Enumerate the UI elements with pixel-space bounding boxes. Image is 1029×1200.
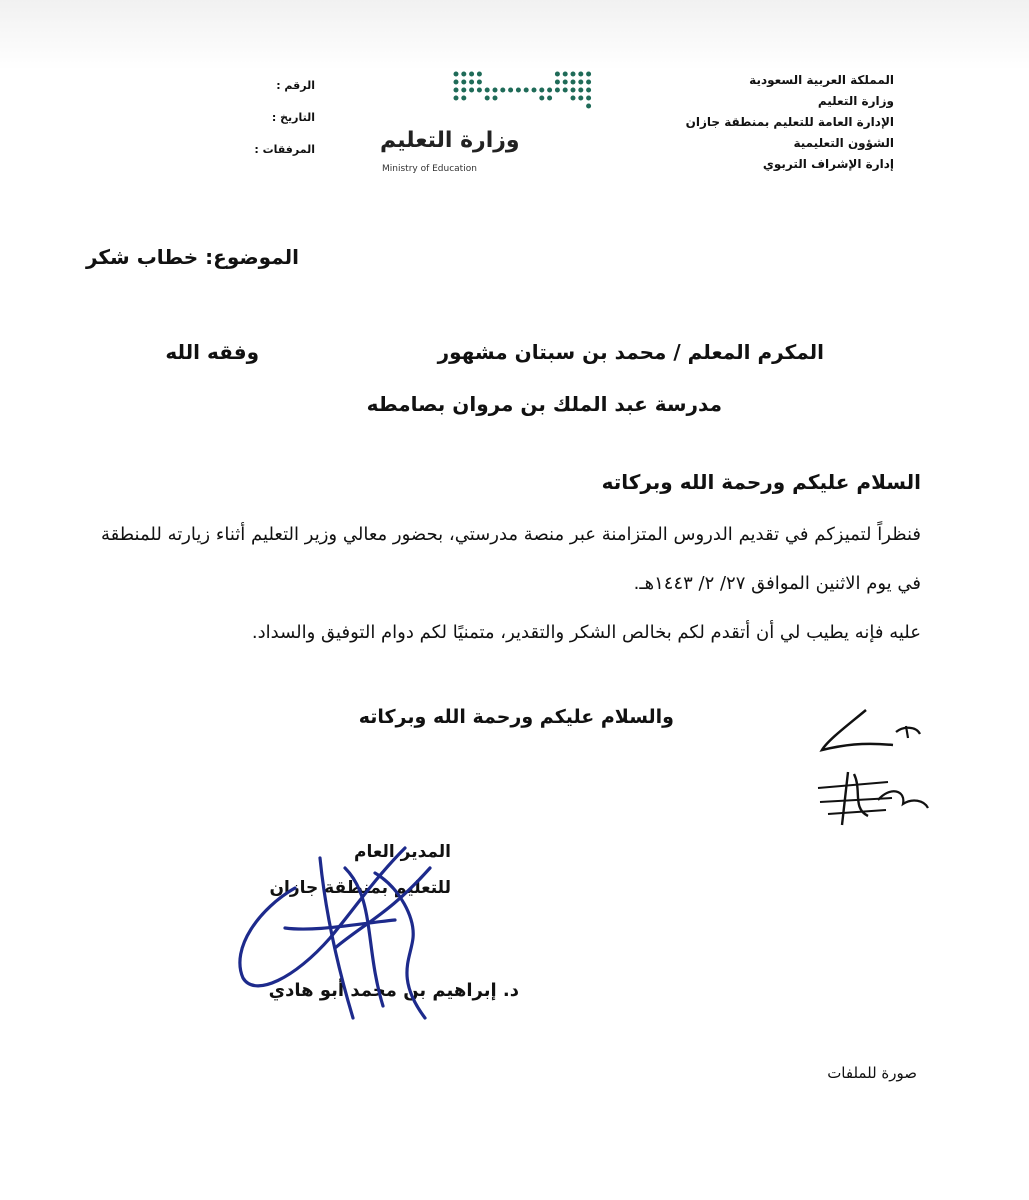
signatory-department: للتعليم بمنطقة جازان <box>269 878 451 898</box>
logo-english-text: Ministry of Education <box>382 164 477 174</box>
logo-dot <box>563 88 568 93</box>
body-paragraph-1: فنظراً لتميزكم في تقديم الدروس المتزامنة عبر منصة مدرستي، بحضور معالي وزير التعليم أثناء زيارته للمنطقة في يوم الاثنين الموافق ٢٧/ ٢/ ١٤٤٣هـ. <box>101 524 921 594</box>
logo-dot <box>461 80 466 85</box>
logo-dot <box>586 80 591 85</box>
logo-dot <box>508 88 513 93</box>
logo-dot <box>461 88 466 93</box>
signatory-name: د. إبراهيم بن محمد أبو هادي <box>268 980 519 1001</box>
logo-dot <box>578 80 583 85</box>
reference-number-label: الرقم : <box>276 79 315 92</box>
logo-dot <box>571 88 576 93</box>
director-signature <box>225 828 455 1028</box>
school-name: مدرسة عبد الملك بن مروان بصامطه <box>366 392 722 416</box>
logo-dot <box>539 96 544 101</box>
logo-dot <box>454 80 459 85</box>
letter-subject: الموضوع: خطاب شكر <box>85 245 299 269</box>
signatory-title: المدير العام <box>354 842 451 862</box>
logo-dot <box>586 104 591 109</box>
logo-dot <box>586 72 591 77</box>
attachments-label: المرفقات : <box>254 143 315 156</box>
letterhead-fields <box>254 70 315 166</box>
logo-dot <box>571 80 576 85</box>
logo-dot <box>555 80 560 85</box>
logo-dot <box>586 96 591 101</box>
logo-dot <box>516 88 521 93</box>
logo-dot <box>563 72 568 77</box>
logo-dot <box>477 80 482 85</box>
logo-dot <box>469 88 474 93</box>
logo-dot <box>578 72 583 77</box>
logo-dot <box>454 88 459 93</box>
addressee-wish: وفقه الله <box>165 340 259 364</box>
logo-dot <box>477 88 482 93</box>
logo-dot <box>555 72 560 77</box>
logo-dot <box>532 88 537 93</box>
margin-initials-signature <box>808 690 938 840</box>
logo-dot <box>547 96 552 101</box>
letterhead-line: وزارة التعليم <box>817 94 894 108</box>
logo-dot <box>539 88 544 93</box>
logo-dot <box>493 96 498 101</box>
letterhead-right <box>686 70 894 175</box>
greeting: السلام عليكم ورحمة الله وبركاته <box>601 470 921 494</box>
logo-dot <box>454 72 459 77</box>
letterhead-line: الشؤون التعليمية <box>793 136 894 150</box>
scan-shading <box>0 0 1029 70</box>
logo-dot <box>571 96 576 101</box>
logo-dot <box>500 88 505 93</box>
logo-dot <box>493 88 498 93</box>
logo-dot <box>461 72 466 77</box>
letterhead-line: المملكة العربية السعودية <box>749 73 894 87</box>
logo-arabic-text: وزارة التعليم <box>380 128 520 153</box>
logo-dot <box>524 88 529 93</box>
copy-to-files-note: صورة للملفات <box>827 1064 917 1082</box>
logo-dot <box>578 96 583 101</box>
logo-dot <box>571 72 576 77</box>
logo-dot <box>578 88 583 93</box>
logo-dot <box>454 96 459 101</box>
body-paragraph-2: عليه فإنه يطيب لي أن أتقدم لكم بخالص الشكر والتقدير، متمنيًا لكم دوام التوفيق والسداد. <box>251 622 921 643</box>
logo-dot <box>485 88 490 93</box>
logo-dot <box>555 88 560 93</box>
date-label: التاريخ : <box>271 111 315 124</box>
addressee: المكرم المعلم / محمد بن سبتان مشهور <box>437 340 824 364</box>
logo-dot <box>547 88 552 93</box>
logo-dot <box>469 72 474 77</box>
logo-dot <box>477 72 482 77</box>
letterhead-line: إدارة الإشراف التربوي <box>762 157 894 171</box>
logo-dot <box>461 96 466 101</box>
letterhead-line: الإدارة العامة للتعليم بمنطقة جازان <box>685 115 894 129</box>
logo-dot <box>563 80 568 85</box>
logo-dot <box>586 88 591 93</box>
logo-dot <box>485 96 490 101</box>
logo-dot <box>469 80 474 85</box>
closing-greeting: والسلام عليكم ورحمة الله وبركاته <box>358 706 674 728</box>
